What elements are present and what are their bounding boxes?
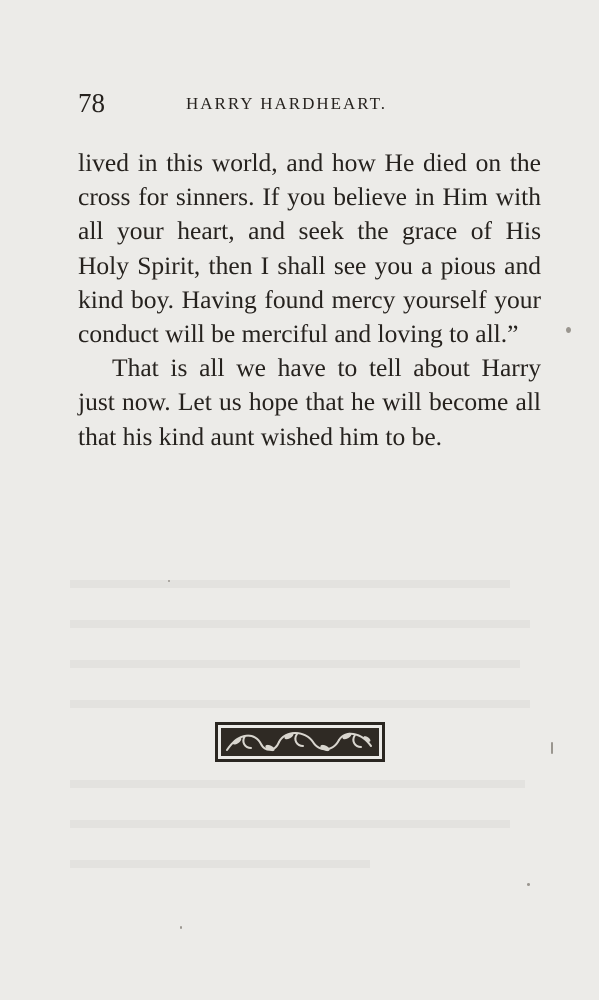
paper-speck [566, 327, 571, 333]
running-title: HARRY HARDHEART. [186, 94, 387, 113]
paper-speck [551, 742, 553, 754]
paper-speck [527, 883, 530, 886]
paper-speck [180, 926, 182, 929]
page-number: 78 [78, 88, 105, 118]
body-text [78, 146, 541, 454]
leaf-scroll-tailpiece-icon [215, 722, 385, 762]
paragraph-continued: lived in this world, and how He died on the cross for sinners. If you believe in Him with all your heart, and seek the grace of His Holy Spirit, then I shall see you a pious and kind boy. Having found mercy yourself your conduct will be merciful and loving to all.” [78, 148, 541, 349]
paragraph: That is all we have to tell about Harry just now. Let us hope that he will become all that his kind aunt wished him to be. [78, 353, 541, 451]
running-head [78, 88, 541, 118]
paper-speck [168, 580, 170, 582]
